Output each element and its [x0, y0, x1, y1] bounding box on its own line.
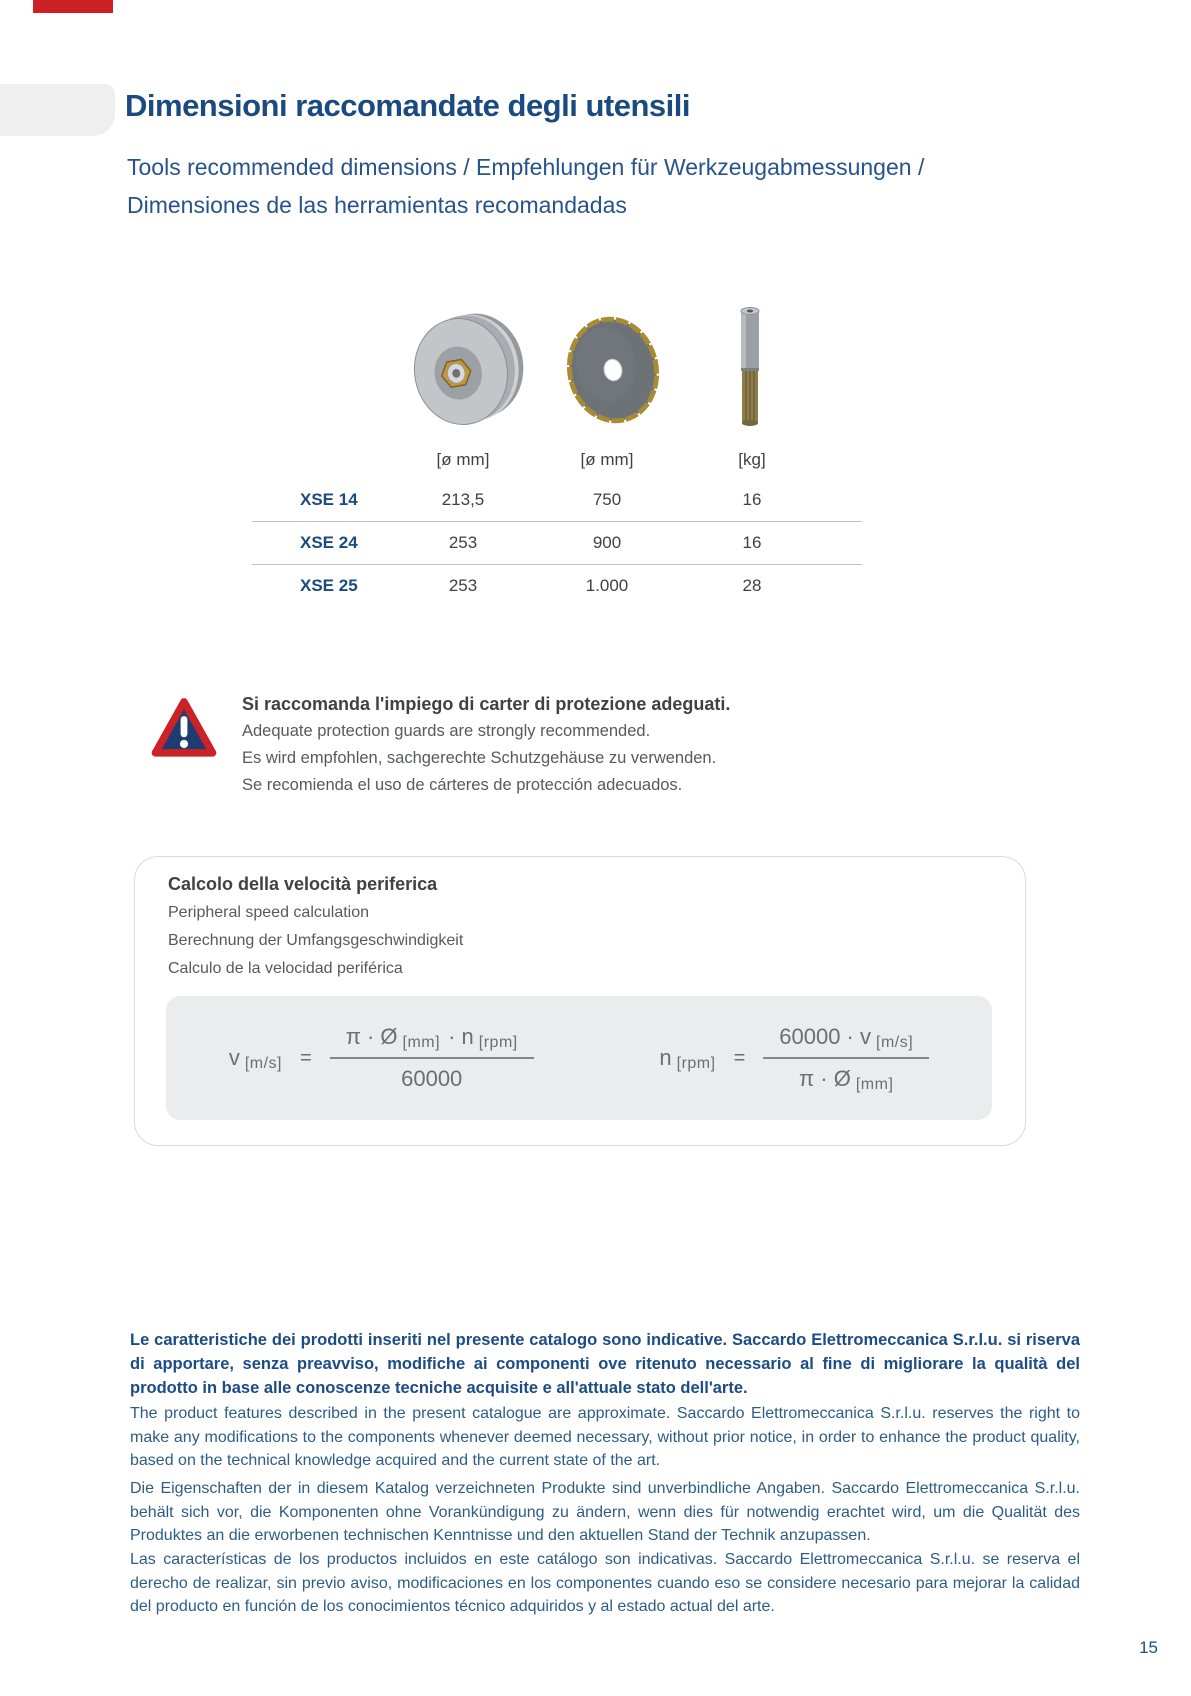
table-cell: 28	[742, 576, 762, 595]
page-title: Dimensioni raccomandate degli utensili	[125, 88, 690, 123]
table-cell: 900	[592, 533, 622, 552]
unit-rpm: [rpm]	[478, 1034, 518, 1051]
warning-text-it: Si raccomanda l'impiego di carter di protezione adeguati.	[242, 694, 731, 714]
table-cell: 213,5	[441, 490, 485, 509]
num-pi-d: π · Ø	[345, 1024, 398, 1049]
top-accent-bar	[33, 0, 113, 13]
section-side-tab	[0, 84, 115, 136]
fraction-denominator: 60000	[401, 1066, 463, 1091]
table-cell: 253	[448, 576, 478, 595]
table-row-model: XSE 14	[300, 490, 358, 509]
equals-sign: =	[300, 1046, 312, 1069]
unit-mm: [mm]	[855, 1076, 894, 1093]
formula-lhs	[229, 1045, 282, 1071]
formula-rpm	[659, 1024, 929, 1092]
table-header-diameter-1: [ø mm]	[436, 450, 490, 469]
table-cell: 253	[448, 533, 478, 552]
disclaimer-it: Le caratteristiche dei prodotti inseriti nel presente catalogo sono indicative. Saccardo Elettromeccanica S.r.l.u. si riserva di apportare, senza preavviso, modifiche ai componenti ove ritenuto necessario al fine di migliorare la qualità del prodotto in base alle conoscenze tecniche acquisite e all'attuale stato dell'arte.	[130, 1331, 1080, 1397]
warning-icon	[150, 690, 218, 764]
page-number: 15	[1139, 1638, 1158, 1657]
table-header-diameter-2: [ø mm]	[580, 450, 634, 469]
fraction	[330, 1024, 534, 1092]
warning-text-en: Adequate protection guards are strongly recommended.	[242, 722, 651, 740]
num-n: · n	[448, 1024, 474, 1049]
unit-ms: [m/s]	[244, 1055, 282, 1072]
den-pi-d: π · Ø	[799, 1066, 851, 1091]
table-header-weight: [kg]	[738, 450, 766, 469]
table-divider	[252, 564, 862, 565]
speed-calc-title-en: Peripheral speed calculation	[168, 904, 370, 921]
equals-sign: =	[733, 1046, 746, 1069]
table-row-model: XSE 24	[300, 533, 358, 552]
fraction-numerator	[330, 1024, 534, 1059]
disclaimer-de: Die Eigenschaften der in diesem Katalog verzeichneten Produkte sind unverbindliche Angaben. Saccardo Elettromeccanica S.r.l.u. behält sich vor, die Komponenten ohne Vorankündigung zu ändern, wenn dies für notwendig erachtet wird, um die Qualität des Produktes an die erworbenen technischen Kenntnisse und den aktuellen Stand der Technik anzupassen.	[130, 1480, 1080, 1544]
speed-calc-title-es: Calculo de la velocidad periférica	[168, 960, 403, 977]
warning-text-de: Es wird empfohlen, sachgerechte Schutzgehäuse zu verwenden.	[242, 749, 717, 767]
table-row-model: XSE 25	[300, 576, 358, 595]
unit-rpm: [rpm]	[676, 1055, 716, 1072]
unit-mm: [mm]	[402, 1034, 441, 1051]
table-cell: 16	[742, 533, 762, 552]
unit-ms: [m/s]	[876, 1034, 914, 1051]
table-cell: 750	[592, 490, 622, 509]
fraction-denominator	[799, 1059, 893, 1092]
fraction	[763, 1024, 929, 1092]
warning-text-es: Se recomienda el uso de cárteres de protección adecuados.	[242, 776, 683, 794]
disclaimer-en: The product features described in the present catalogue are approximate. Saccardo Elettromeccanica S.r.l.u. reserves the right to make any modifications to the components whenever deemed necessary, without prior notice, in order to enhance the product quality, based on the technical knowledge acquired and the current state of the art.	[130, 1405, 1080, 1469]
formula-lhs	[659, 1045, 715, 1071]
diamond-disc-image	[554, 312, 672, 428]
page-subtitle-line2: Dimensiones de las herramientas recomandadas	[127, 192, 627, 218]
formula-speed	[229, 1024, 534, 1092]
page-subtitle	[127, 148, 1077, 224]
grinding-wheel-image	[400, 306, 528, 438]
page-subtitle-line1: Tools recommended dimensions / Empfehlungen für Werkzeugabmessungen /	[127, 154, 925, 180]
speed-calc-title-de: Berechnung der Umfangsgeschwindigkeit	[168, 932, 464, 949]
disclaimer-es: Las características de los productos incluidos en este catálogo son indicativas. Saccardo Elettromeccanica S.r.l.u. se reserva el derecho de realizar, sin previo aviso, modificaciones en los componentes cuando eso se considere necesario para mejorar la calidad del producto en función de los conocimientos técnico adquiridos y al estado actual del arte.	[130, 1551, 1080, 1615]
var-v: v	[228, 1045, 240, 1070]
speed-calc-title-it: Calcolo della velocità periferica	[168, 874, 438, 894]
drill-bit-image	[728, 304, 772, 430]
table-cell: 1.000	[585, 576, 629, 595]
table-cell: 16	[742, 490, 762, 509]
var-n: n	[659, 1045, 672, 1070]
formula-panel	[166, 996, 992, 1120]
table-divider	[252, 521, 862, 522]
num-60000-v: 60000 · v	[779, 1024, 871, 1049]
fraction-numerator	[763, 1024, 929, 1059]
